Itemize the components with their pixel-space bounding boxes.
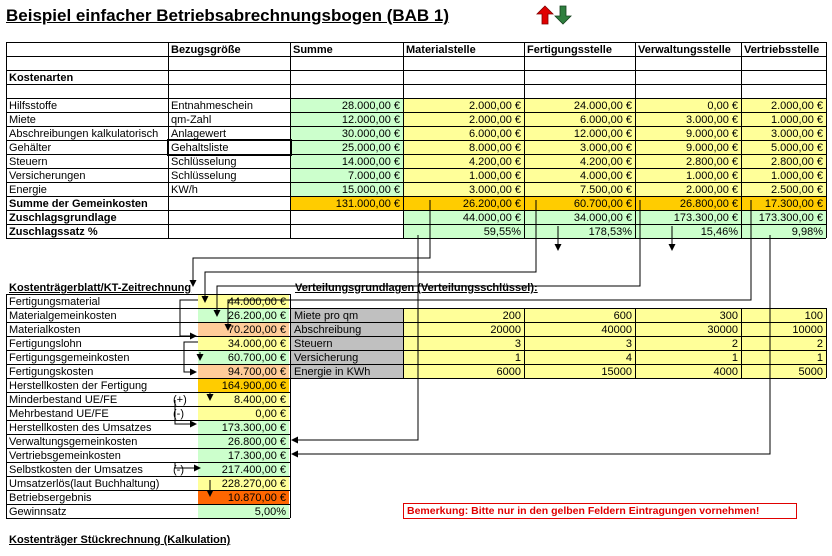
nav-arrows[interactable]	[536, 5, 572, 25]
vg-row-label: Versicherung	[291, 351, 403, 364]
kt-row-value: 26.800,00 €	[198, 435, 289, 448]
cost-type-label: Abschreibungen kalkulatorisch	[9, 128, 159, 140]
cost-value[interactable]: 2.800,00 €	[636, 155, 741, 168]
vg-value[interactable]: 4000	[636, 365, 741, 378]
bezugsgroesse[interactable]: Schlüsselung	[171, 170, 237, 182]
kt-operator: (-)	[173, 408, 184, 420]
kt-row-label: Fertigungsgemeinkosten	[9, 352, 130, 364]
cost-value[interactable]: 2.000,00 €	[404, 113, 524, 126]
cost-value[interactable]: 3.000,00 €	[525, 141, 635, 154]
kt-row-label: Minderbestand UE/FE	[9, 394, 118, 406]
cost-type-label: Versicherungen	[9, 170, 86, 182]
column-header: Verwaltungsstelle	[638, 44, 731, 56]
cost-value[interactable]: 2.500,00 €	[742, 183, 826, 196]
section-kostenarten: Kostenarten	[9, 72, 74, 84]
vg-value[interactable]: 6000	[404, 365, 524, 378]
cost-value[interactable]: 9.000,00 €	[636, 141, 741, 154]
summe-value: 131.000,00 €	[291, 197, 403, 210]
cost-value[interactable]: 1.000,00 €	[742, 113, 826, 126]
column-header: Summe	[293, 44, 333, 56]
cost-type-label: Hilfsstoffe	[9, 100, 58, 112]
cost-value[interactable]: 0,00 €	[636, 99, 741, 112]
grid-line	[6, 518, 290, 519]
kt-row-value: 26.200,00 €	[198, 309, 289, 322]
bezugsgroesse[interactable]: Entnahmeschein	[171, 100, 253, 112]
cost-value: 28.000,00 €	[291, 99, 403, 112]
vg-value[interactable]: 4	[525, 351, 635, 364]
cost-value[interactable]: 7.500,00 €	[525, 183, 635, 196]
bezugsgroesse[interactable]: Schlüsselung	[171, 156, 237, 168]
cost-value[interactable]: 2.000,00 €	[404, 99, 524, 112]
cost-value[interactable]: 9.000,00 €	[636, 127, 741, 140]
kt-row-label: Herstellkosten der Fertigung	[9, 380, 148, 392]
zuschlagssatz-label: Zuschlagssatz %	[9, 226, 98, 238]
vg-value[interactable]: 3	[525, 337, 635, 350]
grid-line	[290, 350, 826, 351]
vg-value[interactable]: 2	[742, 337, 826, 350]
vg-value[interactable]: 3	[404, 337, 524, 350]
note-box: Bemerkung: Bitte nur in den gelben Feldern Eintragungen vornehmen!	[403, 503, 797, 519]
cost-value[interactable]: 2.000,00 €	[636, 183, 741, 196]
grid-line	[290, 308, 826, 309]
summe-value: 17.300,00 €	[742, 197, 826, 210]
summe-value: 26.200,00 €	[404, 197, 524, 210]
cost-value[interactable]: 2.800,00 €	[742, 155, 826, 168]
kt-row-label: Umsatzerlös(laut Buchhaltung)	[9, 478, 160, 490]
bezugsgroesse[interactable]: Anlagewert	[171, 128, 227, 140]
cost-type-label: Miete	[9, 114, 36, 126]
cost-value[interactable]: 8.000,00 €	[404, 141, 524, 154]
kt-operator: (-)	[173, 464, 184, 476]
vg-value[interactable]: 10000	[742, 323, 826, 336]
kt-row-label: Gewinnsatz	[9, 506, 67, 518]
reference-arrow	[184, 342, 198, 372]
column-header: Vertriebsstelle	[744, 44, 820, 56]
kt-row-value[interactable]: 34.000,00 €	[198, 337, 289, 350]
selected-cell[interactable]	[167, 139, 292, 156]
kt-row-label: Mehrbestand UE/FE	[9, 408, 109, 420]
column-header: Materialstelle	[406, 44, 476, 56]
grid-line	[290, 308, 291, 378]
cost-value[interactable]: 1.000,00 €	[636, 169, 741, 182]
cost-value[interactable]: 1.000,00 €	[742, 169, 826, 182]
kt-row-label: Selbstkosten der Umsatzes	[9, 464, 143, 476]
grid-line	[290, 336, 826, 337]
vg-value[interactable]: 600	[525, 309, 635, 322]
cost-value[interactable]: 3.000,00 €	[404, 183, 524, 196]
sheet-title: Beispiel einfacher Betriebsabrechnungsbogen (BAB 1)	[6, 6, 450, 25]
kt-row-label: Fertigungskosten	[9, 366, 94, 378]
kt-row-value: 173.300,00 €	[198, 421, 289, 434]
bezugsgroesse[interactable]: Gehaltsliste	[171, 142, 229, 154]
kt-operator: (+)	[173, 394, 187, 406]
summe-label: Summe der Gemeinkosten	[9, 198, 148, 210]
cost-value[interactable]: 1.000,00 €	[404, 169, 524, 182]
cost-value: 7.000,00 €	[291, 169, 403, 182]
grid-line	[403, 308, 404, 378]
cost-value: 15.000,00 €	[291, 183, 403, 196]
kt-row-label: Fertigungslohn	[9, 338, 82, 350]
vg-row-label: Abschreibung	[291, 323, 403, 336]
vg-row-label: Energie in KWh	[291, 365, 403, 378]
vg-row-label: Steuern	[291, 337, 403, 350]
kt-row-label: Vertriebsgemeinkosten	[9, 450, 121, 462]
summe-value: 26.800,00 €	[636, 197, 741, 210]
vg-value[interactable]: 20000	[404, 323, 524, 336]
vg-value[interactable]: 40000	[525, 323, 635, 336]
grid-line	[6, 56, 826, 57]
zuschlagsgrundlage-value: 34.000,00 €	[525, 211, 635, 224]
column-header: Fertigungsstelle	[527, 44, 612, 56]
vg-value[interactable]: 100	[742, 309, 826, 322]
zuschlagssatz-value: 9,98%	[742, 225, 826, 238]
vg-value[interactable]: 200	[404, 309, 524, 322]
cost-value[interactable]: 12.000,00 €	[525, 127, 635, 140]
cost-value[interactable]: 4.200,00 €	[404, 155, 524, 168]
kt-row-label: Verwaltungsgemeinkosten	[9, 436, 138, 448]
kt-row-value[interactable]: 0,00 €	[198, 407, 289, 420]
cost-value[interactable]: 6.000,00 €	[525, 113, 635, 126]
cost-type-label: Energie	[9, 184, 47, 196]
cost-value: 14.000,00 €	[291, 155, 403, 168]
kt-row-value: 217.400,00 €	[198, 463, 289, 476]
grid-line	[6, 238, 826, 239]
bottom-title: Kostenträger Stückrechnung (Kalkulation)	[9, 534, 231, 546]
grid-line	[290, 364, 826, 365]
grid-line	[290, 322, 826, 323]
zuschlagssatz-value: 178,53%	[525, 225, 635, 238]
summe-value: 60.700,00 €	[525, 197, 635, 210]
cost-value[interactable]: 3.000,00 €	[636, 113, 741, 126]
zuschlagsgrundlage-label: Zuschlagsgrundlage	[9, 212, 117, 224]
kt-row-label: Materialkosten	[9, 324, 81, 336]
cost-value[interactable]: 4.200,00 €	[525, 155, 635, 168]
grid-line	[826, 308, 827, 378]
grid-line	[826, 42, 827, 238]
cost-value: 30.000,00 €	[291, 127, 403, 140]
vg-value[interactable]: 2	[636, 337, 741, 350]
column-header: Bezugsgröße	[171, 44, 241, 56]
cost-value[interactable]: 4.000,00 €	[525, 169, 635, 182]
kt-row-value: 164.900,00 €	[198, 379, 289, 392]
vg-value[interactable]: 5000	[742, 365, 826, 378]
cost-type-label: Gehälter	[9, 142, 52, 154]
kt-row-value: 70.200,00 €	[198, 323, 289, 336]
grid-line	[635, 308, 636, 378]
kt-row-value: 94.700,00 €	[198, 365, 289, 378]
reference-arrow	[180, 300, 198, 336]
kt-row-value[interactable]: 228.270,00 €	[198, 477, 289, 490]
cost-value: 25.000,00 €	[291, 141, 403, 154]
kt-row-label: Fertigungsmaterial	[9, 296, 101, 308]
arrow-down-green-icon[interactable]	[554, 5, 572, 25]
zuschlagsgrundlage-value: 173.300,00 €	[742, 211, 826, 224]
vg-value[interactable]: 300	[636, 309, 741, 322]
zuschlagsgrundlage-value: 173.300,00 €	[636, 211, 741, 224]
grid-line	[741, 308, 742, 378]
vg-row-label: Miete pro qm	[291, 309, 403, 322]
cost-type-label: Steuern	[9, 156, 48, 168]
cost-value[interactable]: 2.000,00 €	[742, 99, 826, 112]
kt-row-value: 60.700,00 €	[198, 351, 289, 364]
vg-value[interactable]: 1	[742, 351, 826, 364]
cost-value[interactable]: 6.000,00 €	[404, 127, 524, 140]
kt-row-value: 17.300,00 €	[198, 449, 289, 462]
vg-value[interactable]: 30000	[636, 323, 741, 336]
vg-value[interactable]: 15000	[525, 365, 635, 378]
grid-line	[290, 378, 826, 379]
kt-row-value: 10.870,00 €	[198, 491, 289, 504]
bezugsgroesse[interactable]: KW/h	[171, 184, 198, 196]
zuschlagsgrundlage-value: 44.000,00 €	[404, 211, 524, 224]
grid-line	[524, 308, 525, 378]
kt-row-label: Materialgemeinkosten	[9, 310, 117, 322]
kt-row-value: 5,00%	[198, 505, 289, 518]
kt-title: Kostenträgerblatt/KT-Zeitrechnung	[9, 282, 192, 294]
vg-value[interactable]: 1	[636, 351, 741, 364]
grid-line	[6, 84, 826, 85]
cost-value: 12.000,00 €	[291, 113, 403, 126]
cost-value[interactable]: 24.000,00 €	[525, 99, 635, 112]
kt-row-value[interactable]: 44.000,00 €	[198, 295, 289, 308]
cost-value[interactable]: 3.000,00 €	[742, 127, 826, 140]
zuschlagssatz-value: 15,46%	[636, 225, 741, 238]
vg-value[interactable]: 1	[404, 351, 524, 364]
kt-row-value[interactable]: 8.400,00 €	[198, 393, 289, 406]
kt-row-label: Herstellkosten des Umsatzes	[9, 422, 152, 434]
vg-title: Verteilungsgrundlagen (Verteilungsschlüssel):	[295, 282, 538, 294]
bezugsgroesse[interactable]: qm-Zahl	[171, 114, 212, 126]
zuschlagssatz-value: 59,55%	[404, 225, 524, 238]
kt-row-label: Betriebsergebnis	[9, 492, 92, 504]
cost-value[interactable]: 5.000,00 €	[742, 141, 826, 154]
